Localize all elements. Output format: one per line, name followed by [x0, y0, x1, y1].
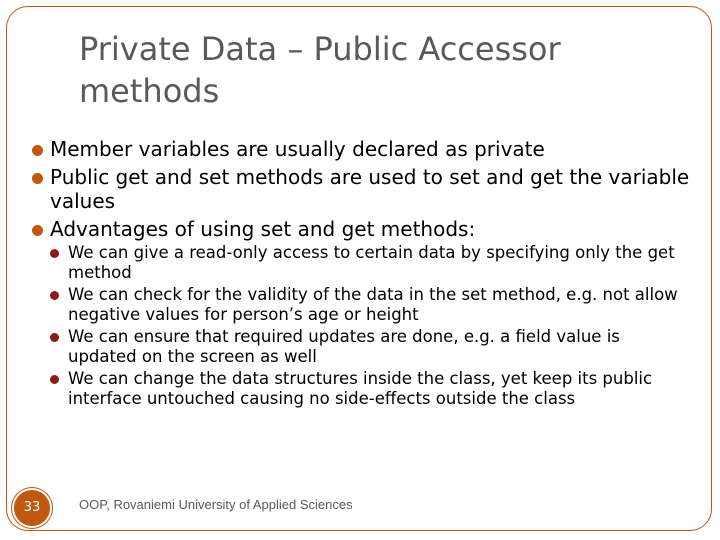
- sub-bullet-text: We can ensure that required updates are done, e.g. a field value is updated on the screen as well: [68, 327, 620, 366]
- sub-bullet-dot-icon: [50, 375, 59, 384]
- bullet-item: [32, 217, 692, 409]
- sub-bullet-dot-icon: [50, 333, 59, 342]
- bullet-dot-icon: [32, 173, 43, 184]
- bullet-dot-icon: [32, 225, 43, 236]
- page-number-badge: 33: [12, 488, 52, 528]
- sub-bullet-item: [50, 285, 692, 325]
- bullet-dot-icon: [32, 145, 43, 156]
- sub-bullet-text: We can change the data structures inside the class, yet keep its public interface untouched causing no side-effects outside the class: [68, 369, 653, 408]
- bullet-text: Advantages of using set and get methods:: [50, 217, 476, 241]
- bullet-item: [32, 165, 692, 213]
- bullet-item: [32, 137, 692, 161]
- sub-bullet-dot-icon: [50, 249, 59, 258]
- footer-text: OOP, Rovaniemi University of Applied Sciences: [79, 497, 353, 512]
- sub-bullet-list: [50, 243, 692, 409]
- bullet-list: [32, 137, 692, 413]
- sub-bullet-item: [50, 369, 692, 409]
- sub-bullet-dot-icon: [50, 291, 59, 300]
- sub-bullet-item: [50, 243, 692, 283]
- sub-bullet-text: We can check for the validity of the data in the set method, e.g. not allow negative values for person’s age or height: [68, 285, 678, 324]
- sub-bullet-item: [50, 327, 692, 367]
- bullet-text: Public get and set methods are used to set and get the variable values: [50, 165, 690, 213]
- slide-title: Private Data – Public Accessor methods: [79, 30, 561, 110]
- bullet-text: Member variables are usually declared as private: [50, 137, 545, 161]
- sub-bullet-text: We can give a read-only access to certain data by specifying only the get method: [68, 243, 675, 282]
